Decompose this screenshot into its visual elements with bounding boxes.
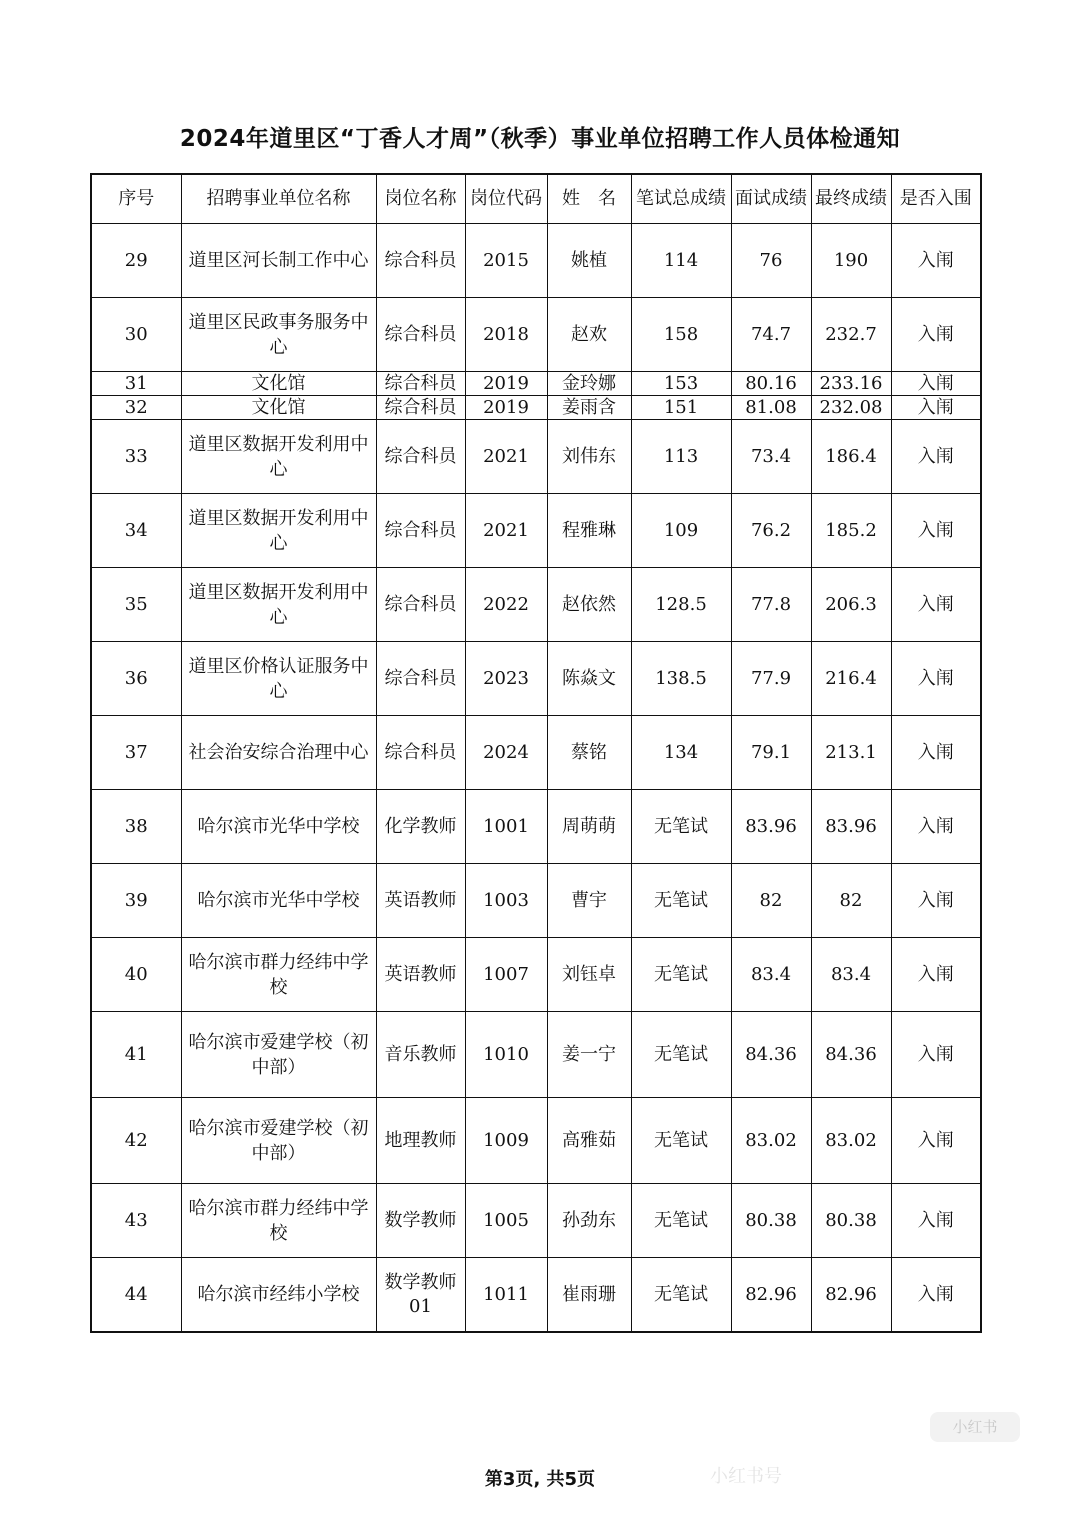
cell-unit: 道里区民政事务服务中心 <box>181 298 376 372</box>
cell-name: 崔雨珊 <box>547 1258 631 1333</box>
cell-written: 无笔试 <box>631 1098 731 1184</box>
table-row <box>91 938 981 1012</box>
cell-written: 无笔试 <box>631 864 731 938</box>
cell-pass: 入闱 <box>891 790 981 864</box>
cell-written: 109 <box>631 494 731 568</box>
cell-name: 姜雨含 <box>547 396 631 420</box>
watermark-text: 小红书号 <box>710 1466 782 1487</box>
header-post: 岗位名称 <box>376 174 465 224</box>
cell-final: 83.4 <box>811 938 891 1012</box>
cell-final: 216.4 <box>811 642 891 716</box>
cell-pass: 入闱 <box>891 1184 981 1258</box>
cell-pass: 入闱 <box>891 396 981 420</box>
cell-code: 1001 <box>465 790 547 864</box>
cell-interview: 81.08 <box>731 396 811 420</box>
cell-pass: 入闱 <box>891 716 981 790</box>
cell-pass: 入闱 <box>891 1012 981 1098</box>
cell-name: 蔡铭 <box>547 716 631 790</box>
cell-unit: 道里区数据开发利用中心 <box>181 568 376 642</box>
cell-seq: 42 <box>91 1098 181 1184</box>
cell-seq: 31 <box>91 372 181 396</box>
cell-written: 128.5 <box>631 568 731 642</box>
cell-seq: 32 <box>91 396 181 420</box>
cell-name: 姜一宁 <box>547 1012 631 1098</box>
cell-unit: 道里区河长制工作中心 <box>181 224 376 298</box>
header-name: 姓 名 <box>547 174 631 224</box>
header-pass: 是否入围 <box>891 174 981 224</box>
cell-code: 2022 <box>465 568 547 642</box>
cell-unit: 文化馆 <box>181 396 376 420</box>
cell-name: 刘伟东 <box>547 420 631 494</box>
cell-written: 无笔试 <box>631 1184 731 1258</box>
cell-final: 213.1 <box>811 716 891 790</box>
cell-unit: 道里区数据开发利用中心 <box>181 420 376 494</box>
cell-seq: 43 <box>91 1184 181 1258</box>
cell-written: 138.5 <box>631 642 731 716</box>
cell-interview: 83.96 <box>731 790 811 864</box>
cell-post: 综合科员 <box>376 298 465 372</box>
cell-post: 综合科员 <box>376 642 465 716</box>
cell-code: 2023 <box>465 642 547 716</box>
cell-code: 2019 <box>465 372 547 396</box>
table-row <box>91 1184 981 1258</box>
cell-post: 英语教师 <box>376 864 465 938</box>
cell-post: 综合科员 <box>376 396 465 420</box>
cell-name: 曹宇 <box>547 864 631 938</box>
cell-unit: 文化馆 <box>181 372 376 396</box>
cell-code: 2021 <box>465 494 547 568</box>
cell-pass: 入闱 <box>891 224 981 298</box>
cell-unit: 哈尔滨市爱建学校（初中部） <box>181 1098 376 1184</box>
cell-code: 1003 <box>465 864 547 938</box>
cell-interview: 84.36 <box>731 1012 811 1098</box>
cell-interview: 76.2 <box>731 494 811 568</box>
header-interview: 面试成绩 <box>731 174 811 224</box>
cell-post: 数学教师 <box>376 1184 465 1258</box>
cell-post: 综合科员 <box>376 568 465 642</box>
watermark-badge: 小红书 <box>930 1412 1020 1442</box>
cell-interview: 80.16 <box>731 372 811 396</box>
table-row <box>91 1258 981 1333</box>
cell-final: 82.96 <box>811 1258 891 1333</box>
cell-pass: 入闱 <box>891 642 981 716</box>
cell-unit: 哈尔滨市群力经纬中学校 <box>181 938 376 1012</box>
cell-seq: 44 <box>91 1258 181 1333</box>
cell-post: 音乐教师 <box>376 1012 465 1098</box>
cell-pass: 入闱 <box>891 1258 981 1333</box>
cell-name: 赵依然 <box>547 568 631 642</box>
cell-name: 高雅茹 <box>547 1098 631 1184</box>
cell-post: 英语教师 <box>376 938 465 1012</box>
cell-written: 134 <box>631 716 731 790</box>
results-table <box>90 173 982 1333</box>
header-code: 岗位代码 <box>465 174 547 224</box>
cell-code: 2024 <box>465 716 547 790</box>
header-seq: 序号 <box>91 174 181 224</box>
cell-pass: 入闱 <box>891 372 981 396</box>
cell-post: 综合科员 <box>376 716 465 790</box>
cell-seq: 34 <box>91 494 181 568</box>
cell-code: 1010 <box>465 1012 547 1098</box>
table-row <box>91 298 981 372</box>
cell-final: 190 <box>811 224 891 298</box>
cell-post: 综合科员 <box>376 420 465 494</box>
document-title: 2024年道里区“丁香人才周”（秋季）事业单位招聘工作人员体检通知 <box>179 126 901 152</box>
cell-unit: 道里区价格认证服务中心 <box>181 642 376 716</box>
cell-post: 数学教师01 <box>376 1258 465 1333</box>
header-final: 最终成绩 <box>811 174 891 224</box>
cell-final: 186.4 <box>811 420 891 494</box>
cell-post: 综合科员 <box>376 494 465 568</box>
cell-written: 无笔试 <box>631 938 731 1012</box>
cell-final: 232.7 <box>811 298 891 372</box>
cell-final: 232.08 <box>811 396 891 420</box>
cell-seq: 35 <box>91 568 181 642</box>
table-row <box>91 716 981 790</box>
cell-unit: 哈尔滨市爱建学校（初中部） <box>181 1012 376 1098</box>
cell-code: 1011 <box>465 1258 547 1333</box>
table-row <box>91 372 981 396</box>
cell-written: 113 <box>631 420 731 494</box>
cell-written: 114 <box>631 224 731 298</box>
cell-written: 无笔试 <box>631 1012 731 1098</box>
table-row <box>91 864 981 938</box>
cell-name: 孙劲东 <box>547 1184 631 1258</box>
cell-post: 综合科员 <box>376 224 465 298</box>
cell-final: 82 <box>811 864 891 938</box>
table-row <box>91 396 981 420</box>
cell-interview: 83.4 <box>731 938 811 1012</box>
cell-unit: 哈尔滨市光华中学校 <box>181 864 376 938</box>
table-row <box>91 1098 981 1184</box>
cell-name: 赵欢 <box>547 298 631 372</box>
cell-interview: 77.8 <box>731 568 811 642</box>
cell-pass: 入闱 <box>891 938 981 1012</box>
cell-final: 185.2 <box>811 494 891 568</box>
cell-pass: 入闱 <box>891 494 981 568</box>
table-row <box>91 1012 981 1098</box>
cell-interview: 74.7 <box>731 298 811 372</box>
cell-name: 刘钰卓 <box>547 938 631 1012</box>
table-row <box>91 790 981 864</box>
cell-final: 83.96 <box>811 790 891 864</box>
cell-code: 1009 <box>465 1098 547 1184</box>
cell-final: 84.36 <box>811 1012 891 1098</box>
cell-seq: 36 <box>91 642 181 716</box>
cell-seq: 40 <box>91 938 181 1012</box>
table-row <box>91 224 981 298</box>
cell-final: 83.02 <box>811 1098 891 1184</box>
cell-seq: 39 <box>91 864 181 938</box>
cell-written: 151 <box>631 396 731 420</box>
cell-interview: 82 <box>731 864 811 938</box>
cell-interview: 79.1 <box>731 716 811 790</box>
cell-post: 化学教师 <box>376 790 465 864</box>
cell-written: 无笔试 <box>631 1258 731 1333</box>
cell-code: 2021 <box>465 420 547 494</box>
cell-code: 2015 <box>465 224 547 298</box>
cell-interview: 77.9 <box>731 642 811 716</box>
cell-seq: 33 <box>91 420 181 494</box>
cell-final: 206.3 <box>811 568 891 642</box>
cell-interview: 76 <box>731 224 811 298</box>
cell-seq: 38 <box>91 790 181 864</box>
cell-name: 姚植 <box>547 224 631 298</box>
cell-seq: 37 <box>91 716 181 790</box>
cell-pass: 入闱 <box>891 1098 981 1184</box>
cell-unit: 哈尔滨市光华中学校 <box>181 790 376 864</box>
page-number: 第3页, 共5页 <box>484 1469 596 1490</box>
cell-name: 陈焱文 <box>547 642 631 716</box>
cell-unit: 社会治安综合治理中心 <box>181 716 376 790</box>
cell-interview: 73.4 <box>731 420 811 494</box>
cell-seq: 30 <box>91 298 181 372</box>
cell-code: 2019 <box>465 396 547 420</box>
cell-unit: 道里区数据开发利用中心 <box>181 494 376 568</box>
cell-post: 地理教师 <box>376 1098 465 1184</box>
table-row <box>91 642 981 716</box>
cell-pass: 入闱 <box>891 864 981 938</box>
cell-post: 综合科员 <box>376 372 465 396</box>
cell-unit: 哈尔滨市群力经纬中学校 <box>181 1184 376 1258</box>
cell-written: 158 <box>631 298 731 372</box>
table-row <box>91 420 981 494</box>
table-body <box>91 224 981 1333</box>
table-row <box>91 568 981 642</box>
cell-code: 2018 <box>465 298 547 372</box>
cell-pass: 入闱 <box>891 420 981 494</box>
cell-interview: 83.02 <box>731 1098 811 1184</box>
cell-interview: 80.38 <box>731 1184 811 1258</box>
header-unit: 招聘事业单位名称 <box>181 174 376 224</box>
cell-pass: 入闱 <box>891 298 981 372</box>
cell-name: 程雅琳 <box>547 494 631 568</box>
cell-code: 1005 <box>465 1184 547 1258</box>
cell-pass: 入闱 <box>891 568 981 642</box>
table-row <box>91 494 981 568</box>
cell-code: 1007 <box>465 938 547 1012</box>
cell-final: 233.16 <box>811 372 891 396</box>
header-written: 笔试总成绩 <box>631 174 731 224</box>
cell-name: 金玲娜 <box>547 372 631 396</box>
cell-unit: 哈尔滨市经纬小学校 <box>181 1258 376 1333</box>
table-header-row <box>91 174 981 224</box>
cell-name: 周萌萌 <box>547 790 631 864</box>
cell-interview: 82.96 <box>731 1258 811 1333</box>
cell-seq: 41 <box>91 1012 181 1098</box>
cell-written: 无笔试 <box>631 790 731 864</box>
cell-written: 153 <box>631 372 731 396</box>
cell-final: 80.38 <box>811 1184 891 1258</box>
cell-seq: 29 <box>91 224 181 298</box>
